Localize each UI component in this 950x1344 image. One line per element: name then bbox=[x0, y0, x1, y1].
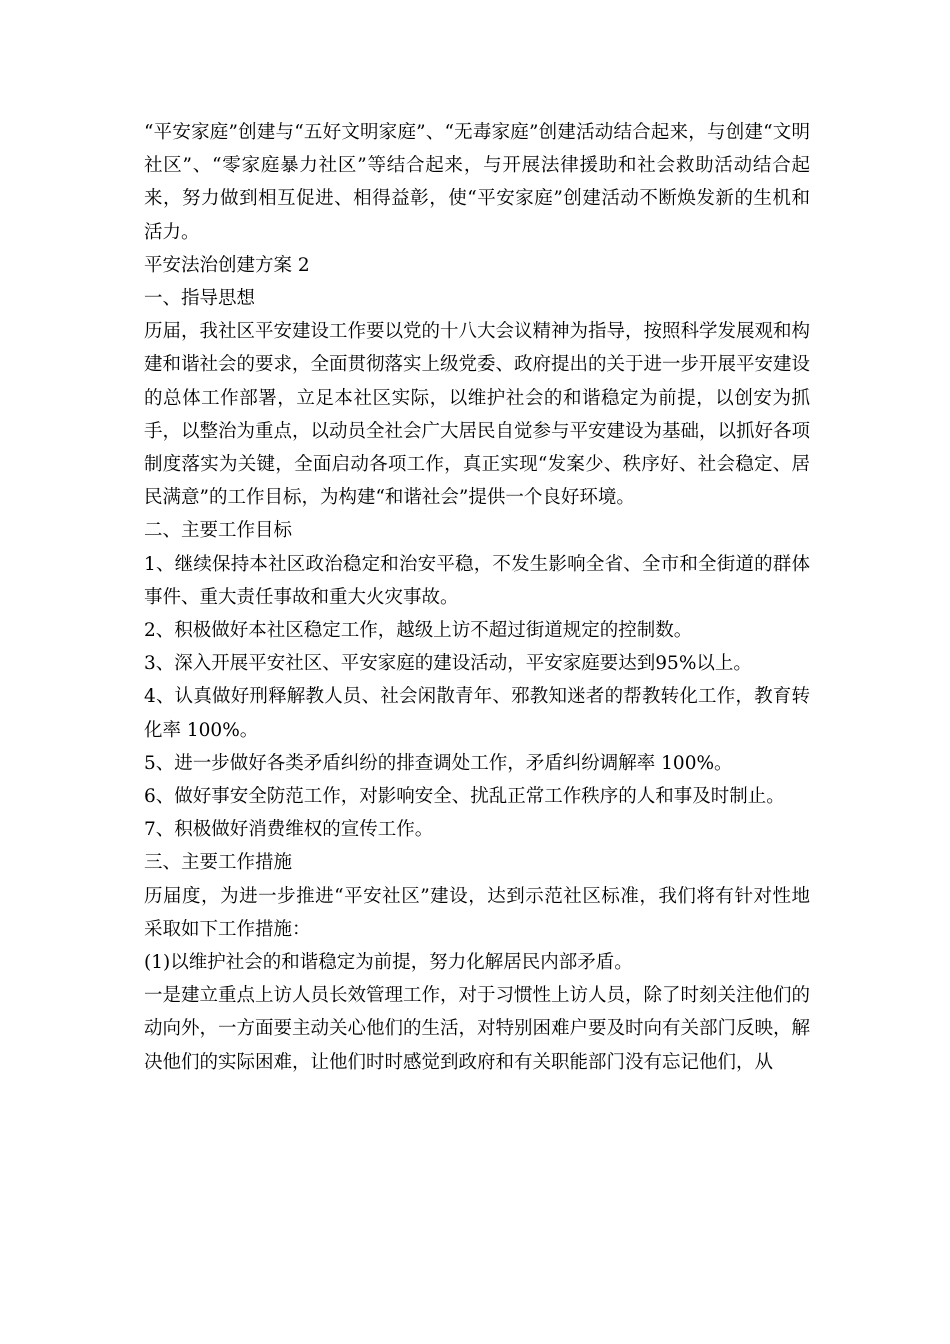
goal-item-7: 7、积极做好消费维权的宣传工作。 bbox=[144, 819, 434, 841]
measure-item-1: (1)以维护社会的和谐稳定为前提，努力化解居民内部矛盾。 bbox=[144, 952, 633, 974]
section-heading-main-measures: 三、主要工作措施 bbox=[144, 852, 293, 874]
goal-item-1: 1、继续保持本社区政治稳定和治安平稳，不发生影响全省、全市和全街道的群体事件、重大责任事故和重大火灾事故。 bbox=[144, 553, 810, 608]
paragraph-measures-intro: 历届度，为进一步推进“平安社区”建设，达到示范社区标准，我们将有针对性地采取如下工作措施： bbox=[144, 885, 810, 940]
goal-item-5: 5、进一步做好各类矛盾纠纷的排查调处工作，矛盾纠纷调解率 100%。 bbox=[144, 752, 733, 774]
plan-title: 平安法治创建方案 2 bbox=[144, 254, 310, 276]
goal-item-2: 2、积极做好本社区稳定工作，越级上访不超过街道规定的控制数。 bbox=[144, 620, 693, 642]
paragraph-family-campaign: “平安家庭”创建与“五好文明家庭”、“无毒家庭”创建活动结合起来，与创建“文明社区”、“零家庭暴力社区”等结合起来，与开展法律援助和社会救助活动结合起来，努力做到相互促进、相得益彰，使“平安家庭”创建活动不断焕发新的生机和活力。 bbox=[144, 122, 810, 243]
goal-item-3: 3、深入开展平安社区、平安家庭的建设活动，平安家庭要达到95%以上。 bbox=[144, 653, 752, 675]
section-heading-guiding-ideology: 一、指导思想 bbox=[144, 288, 256, 310]
document-body bbox=[144, 116, 810, 1079]
section-heading-main-goals: 二、主要工作目标 bbox=[144, 520, 293, 542]
paragraph-guiding-ideology: 历届，我社区平安建设工作要以党的十八大会议精神为指导，按照科学发展观和构建和谐社会的要求，全面贯彻落实上级党委、政府提出的关于进一步开展平安建设的总体工作部署，立足本社区实际，以维护社会的和谐稳定为前提，以创安为抓手，以整治为重点，以动员全社会广大居民自觉参与平安建设为基础，以抓好各项制度落实为关键，全面启动各项工作，真正实现“发案少、秩序好、社会稳定、居民满意”的工作目标，为构建“和谐社会”提供一个良好环境。 bbox=[144, 321, 811, 509]
paragraph-petition-management: 一是建立重点上访人员长效管理工作，对于习惯性上访人员，除了时刻关注他们的动向外，一方面要主动关心他们的生活，对特别困难户要及时向有关部门反映，解决他们的实际困难，让他们时时感觉到政府和有关职能部门没有忘记他们，从 bbox=[144, 985, 811, 1073]
goal-item-6: 6、做好事安全防范工作，对影响安全、扰乱正常工作秩序的人和事及时制止。 bbox=[144, 786, 785, 808]
goal-item-4: 4、认真做好刑释解教人员、社会闲散青年、邪教知迷者的帮教转化工作，教育转化率 100%。 bbox=[144, 686, 810, 741]
